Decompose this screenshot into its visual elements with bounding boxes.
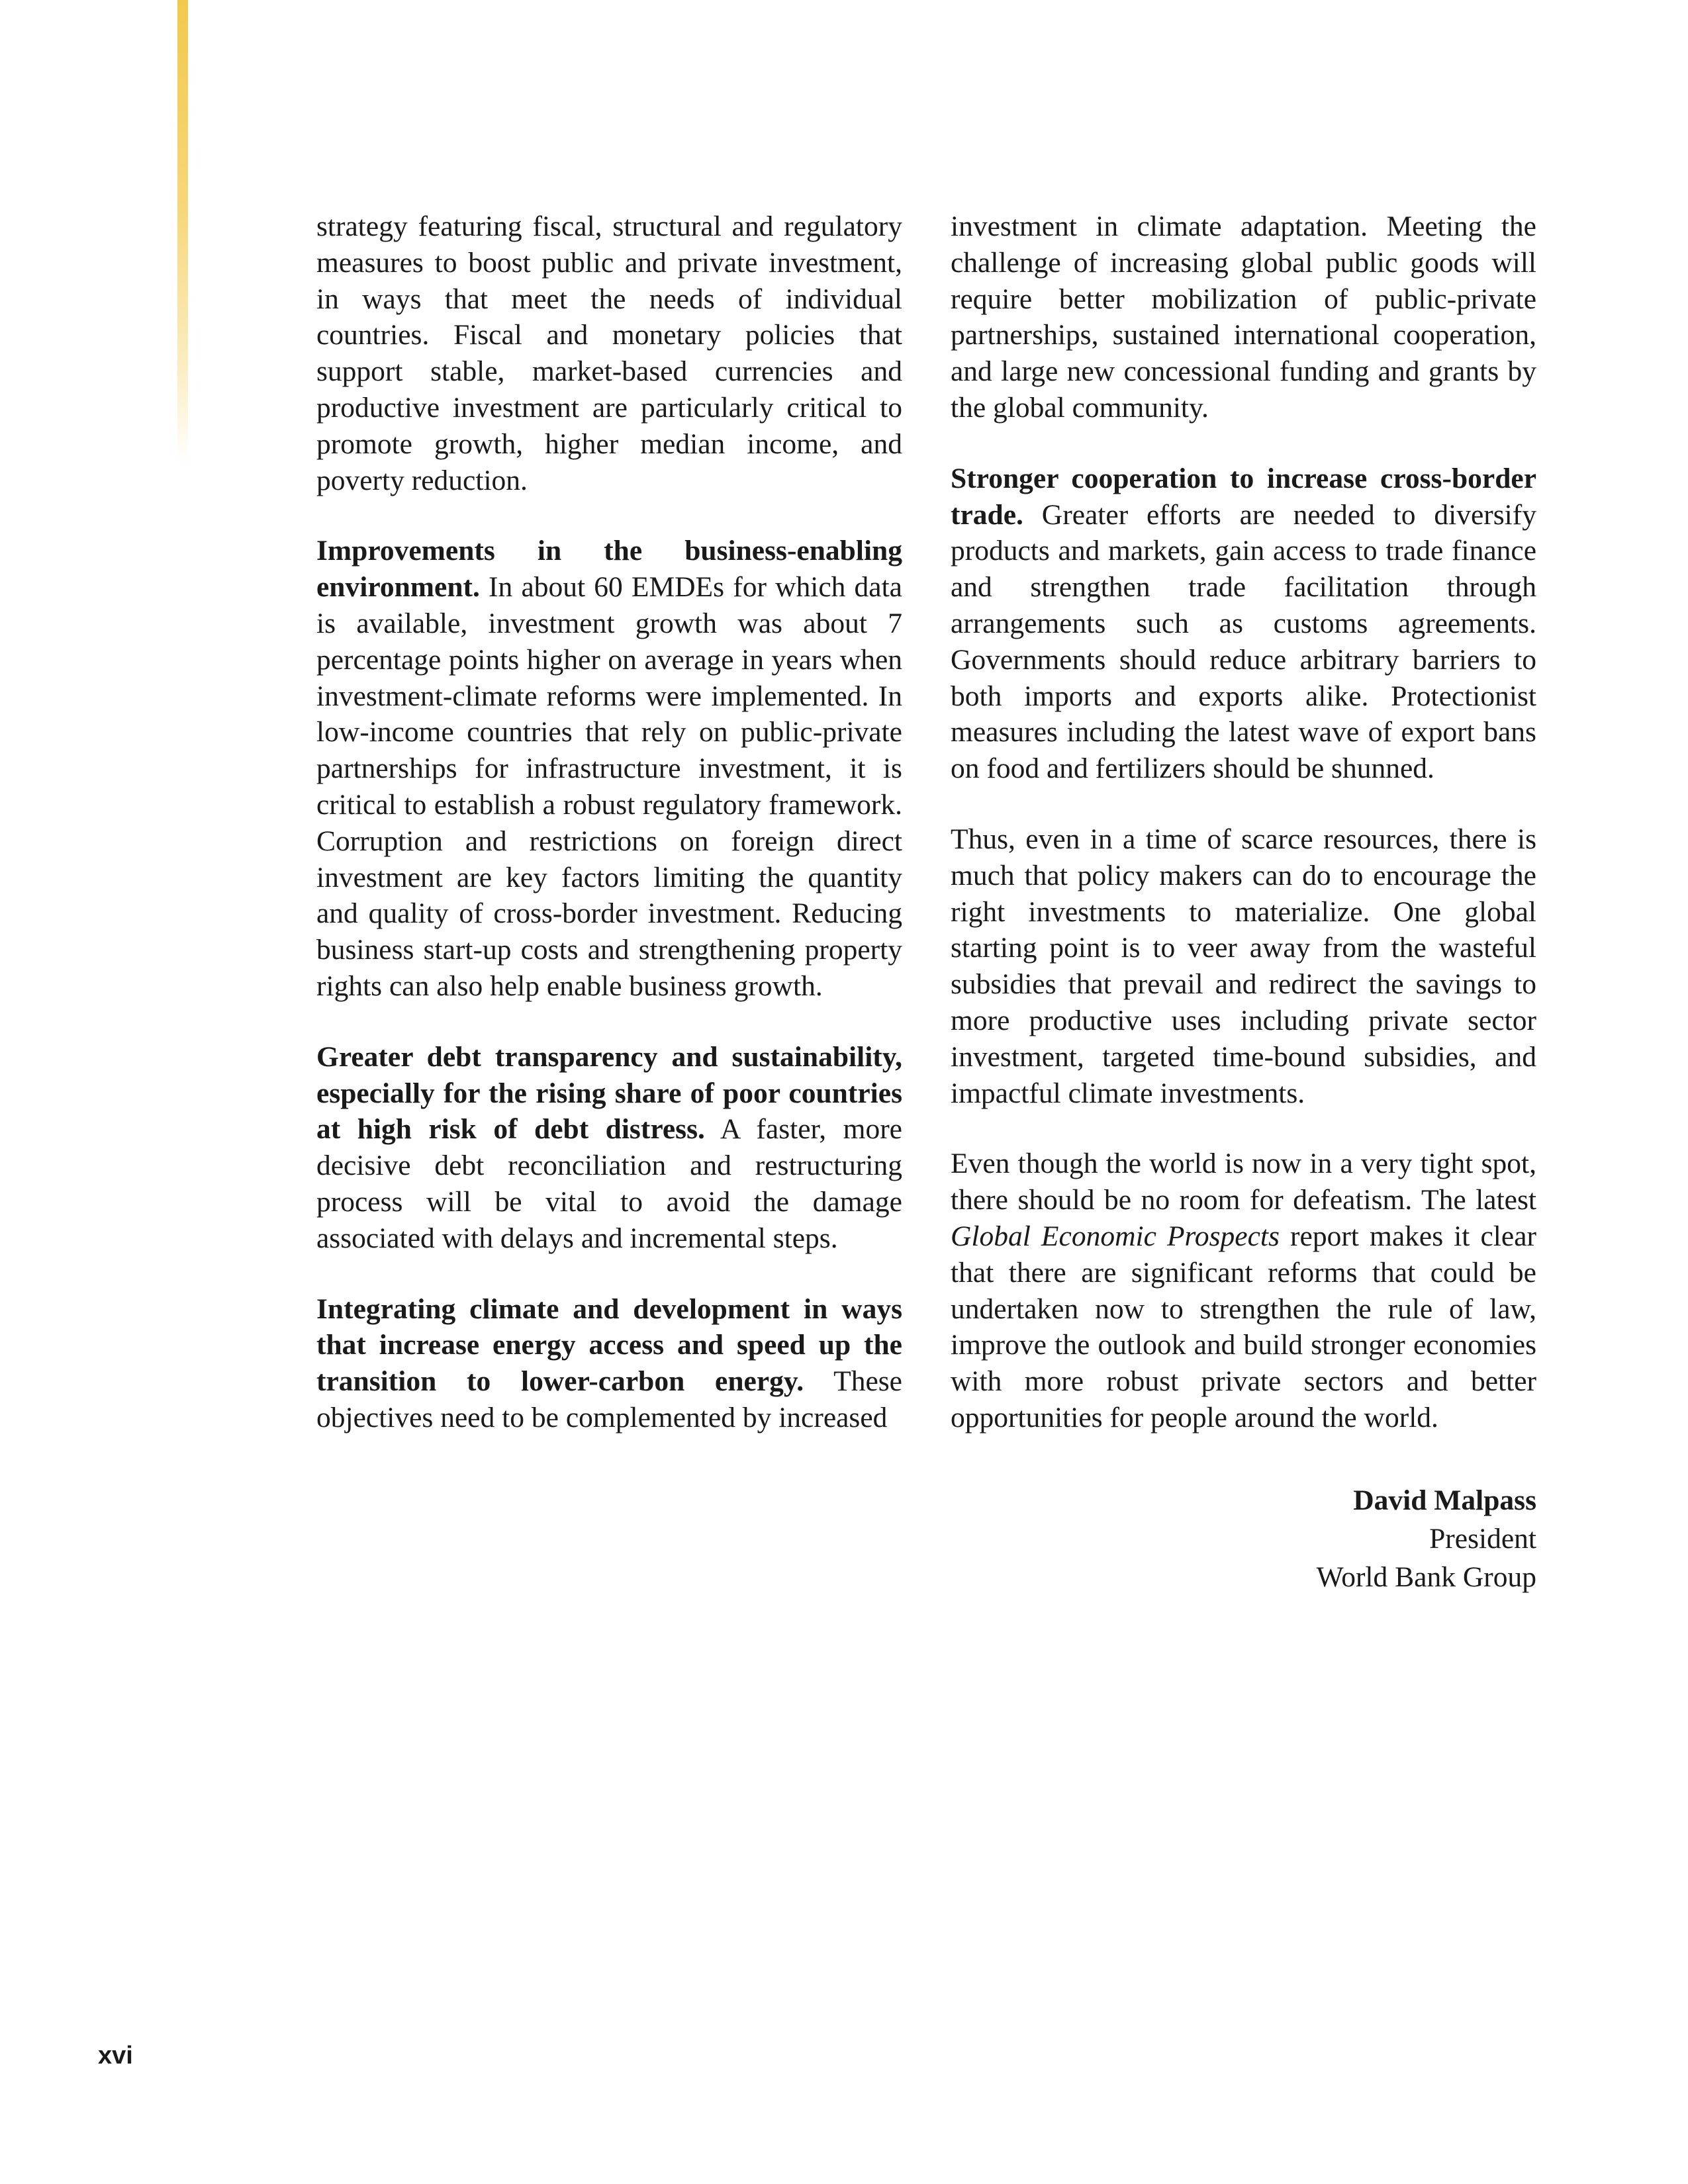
paragraph: strategy featuring fiscal, structural and regulatory measures to boost public and private investment, in ways that meet the needs of individual countries. Fiscal and monetary policies that support stable, market-based currencies and productive investment are particularly critical to promote growth, higher median income, and poverty reduction. — [316, 210, 902, 496]
paragraph-heading: Stronger cooperation to increase cross-border trade. — [951, 462, 1536, 531]
page-number: xvi — [98, 2042, 133, 2070]
signatory-title: President — [1429, 1523, 1536, 1555]
paragraph: Thus, even in a time of scarce resources, there is much that policy makers can do to encourage the right investments to materialize. One global starting point is to veer away from the wasteful subsidies that prevail and redirect the savings to more productive uses including private sector investment, targeted time-bound subsidies, and impactful climate investments. — [951, 823, 1536, 1109]
left-column — [316, 208, 902, 1471]
decorative-accent-bar — [177, 0, 188, 463]
paragraph-heading: Improvements in the business-enabling environment. — [316, 535, 902, 604]
paragraph: Improvements in the business-enabling environment. In about 60 EMDEs for which data is available, investment growth was about 7 percentage points higher on average in years when investment-climate reforms were implemented. In low-income countries that rely on public-private partnerships for infrastructure investment, it is critical to establish a robust regulatory framework. Corruption and restrictions on foreign direct investment are key factors limiting the quantity and quality of cross-border investment. Reducing business start-up costs and strengthening property rights can also help enable business growth. — [316, 535, 902, 1002]
paragraph: Greater debt transparency and sustainability, especially for the rising share of poor countries at high risk of debt distress. A faster, more decisive debt reconciliation and restructuring process will be vital to avoid the damage associated with delays and incremental steps. — [316, 1040, 902, 1254]
report-title: Global Economic Prospects — [951, 1220, 1280, 1252]
paragraph: Integrating climate and development in ways that increase energy access and speed up the transition to lower-carbon energy. These objectives need to be complemented by increased — [316, 1293, 902, 1433]
paragraph: Stronger cooperation to increase cross-border trade. Greater efforts are needed to diversify products and markets, gain access to trade finance and strengthen trade facilitation through arrangements such as customs agreements. Governments should reduce arbitrary barriers to both imports and exports alike. Protectionist measures including the latest wave of export bans on food and fertilizers should be shunned. — [951, 462, 1536, 785]
signature-block — [951, 1481, 1536, 1596]
right-column — [951, 208, 1536, 1471]
signatory-name: David Malpass — [1353, 1484, 1536, 1516]
paragraph-heading: Greater debt transparency and sustainability, especially for the rising share of poor countries at high risk of debt distress. — [316, 1040, 902, 1146]
paragraph: Even though the world is now in a very tight spot, there should be no room for defeatism. The latest Global Economic Prospects report makes it clear that there are significant reforms that could be undertaken now to strengthen the rule of law, improve the outlook and build stronger economies with more robust private sectors and better opportunities for people around the world. — [951, 1148, 1536, 1433]
paragraph: investment in climate adaptation. Meeting the challenge of increasing global public goods will require better mobilization of public-private partnerships, sustained international cooperation, and large new concessional funding and grants by the global community. — [951, 210, 1536, 424]
signatory-organization: World Bank Group — [1316, 1561, 1536, 1593]
paragraph-heading: Integrating climate and development in ways that increase energy access and speed up the transition to lower-carbon energy. — [316, 1293, 902, 1398]
